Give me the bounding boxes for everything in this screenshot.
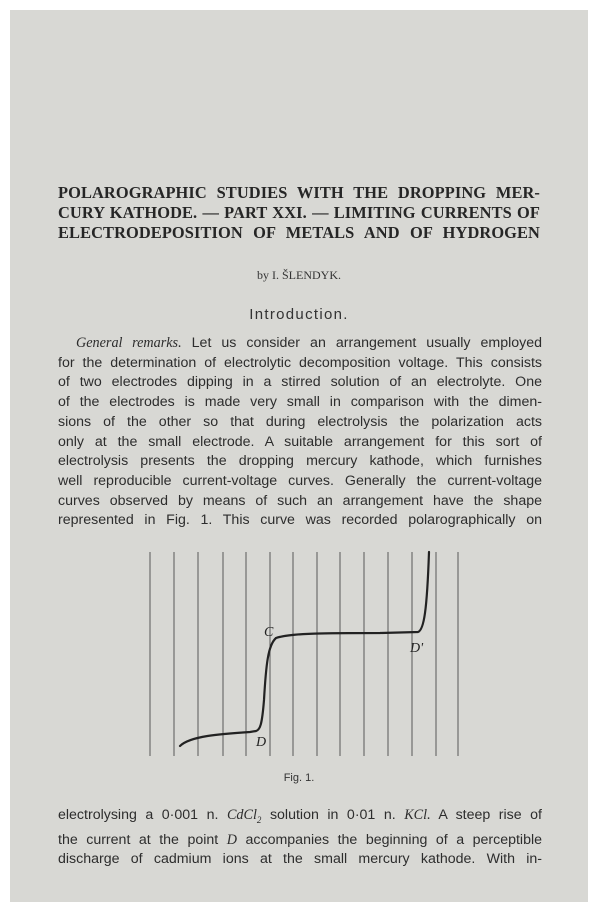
text-line: represented in Fig. 1. This curve was recorded polarographically on	[58, 512, 542, 529]
text-run: the current at the point	[58, 831, 219, 848]
run-in-heading: General remarks.	[76, 335, 182, 351]
text-run: A steep rise of	[438, 807, 543, 823]
article-title	[58, 183, 540, 243]
author-byline: by I. ŠLENDYK.	[257, 268, 341, 282]
text-line: only at the small electrode. A suitable arrangement for this sort of	[58, 433, 542, 450]
text-line: of the electrodes is made very small in comparison with the dimen-	[58, 394, 542, 411]
text-line	[58, 334, 542, 354]
text-line	[58, 831, 542, 851]
text-line: curves observed by means of such an arrangement have the shape	[58, 492, 542, 509]
formula-kcl: KCl.	[404, 807, 431, 823]
figure-caption: Fig. 1.	[283, 772, 315, 784]
section-heading: Introduction.	[249, 306, 349, 323]
point-symbol: D	[226, 831, 237, 848]
label-d: D	[256, 735, 267, 750]
title-line: ELECTRODEPOSITION OF METALS AND OF HYDROGEN	[58, 223, 540, 242]
title-line: CURY KATHODE. — PART XXI. — LIMITING CURRENTS OF	[58, 203, 540, 222]
text-line: discharge of cadmium ions at the small mercury kathode. With in-	[58, 851, 542, 868]
polarographic-curve	[180, 552, 429, 746]
polarogram-figure	[140, 550, 480, 770]
paragraph-continuation	[58, 806, 542, 870]
text-line	[58, 806, 542, 831]
text-run: accompanies the beginning of a perceptible	[245, 831, 542, 848]
text-line: well reproducible current-voltage curves. Generally the current-voltage	[58, 472, 542, 489]
label-c: C	[264, 625, 274, 640]
label-d-prime: D'	[410, 641, 424, 656]
text-run: electrolysing a 0·001 n.	[58, 807, 219, 823]
text-run: solution in 0·01 n.	[269, 807, 396, 823]
text-line: for the determination of electrolytic decomposition voltage. This consists	[58, 354, 542, 371]
text-line: electrolysis presents the dropping mercury kathode, which furnishes	[58, 453, 542, 470]
formula-text: CdCl	[226, 807, 257, 823]
title-line: POLAROGRAPHIC STUDIES WITH THE DROPPING MER-	[58, 183, 540, 202]
formula-subscript: 2	[256, 814, 262, 825]
journal-page	[10, 10, 588, 902]
text-line: of two electrodes dipping in a stirred solution of an electrolyte. One	[58, 374, 542, 391]
text-line: sions of the other so that during electrolysis the polarization acts	[58, 413, 542, 430]
paragraph-intro	[58, 334, 542, 531]
text-run: Let us consider an arrangement usually employed	[191, 335, 543, 351]
formula-cdcl2	[227, 807, 261, 823]
